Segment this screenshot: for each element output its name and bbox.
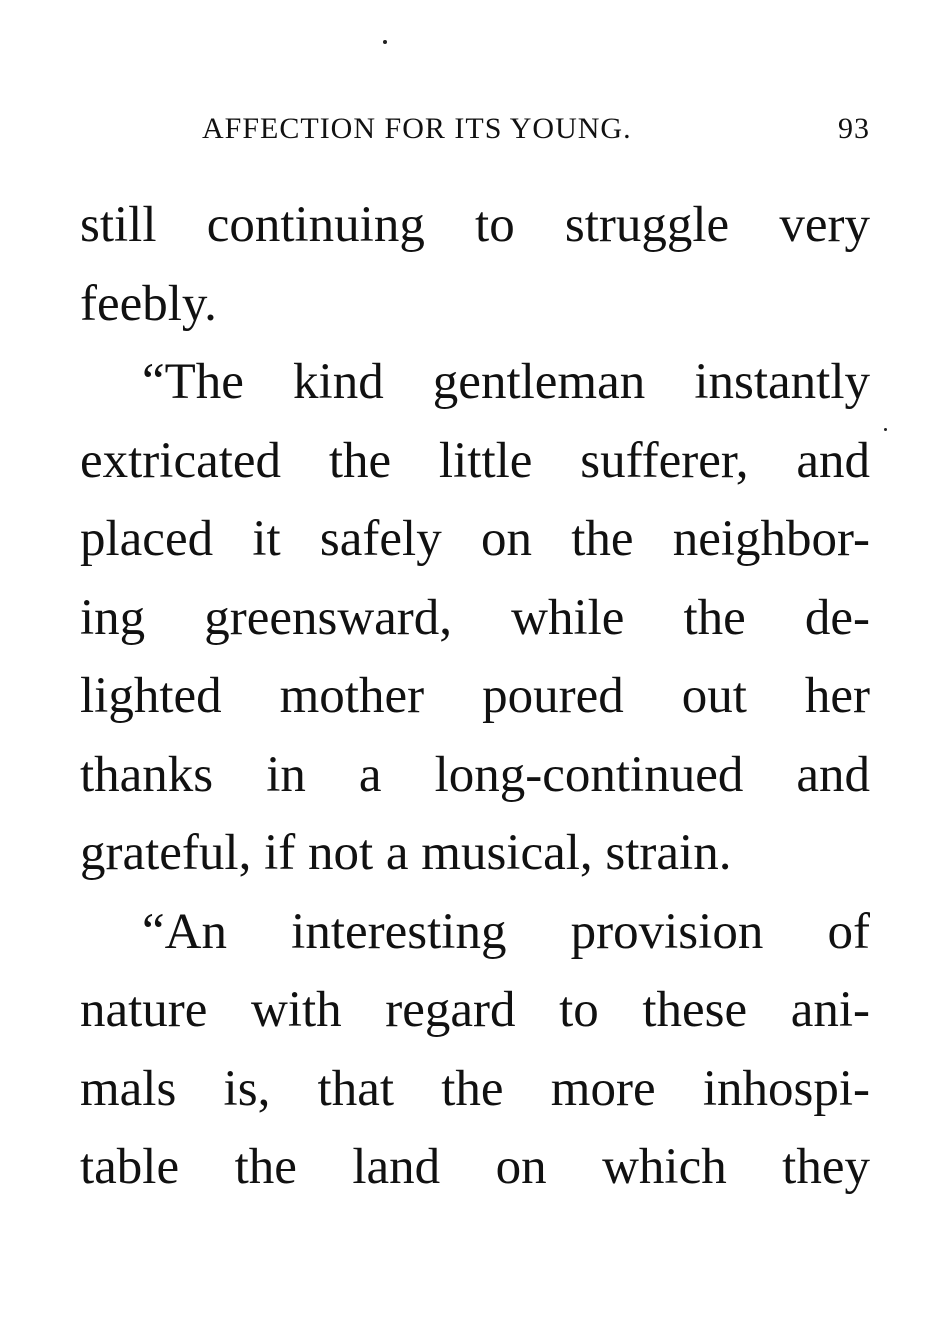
text-line: still continuing to struggle very <box>80 197 870 253</box>
page-number: 93 <box>838 112 870 145</box>
text-line: lighted mother poured out her <box>80 668 870 724</box>
running-title: AFFECTION FOR ITS YOUNG. <box>202 112 632 145</box>
text-line: mals is, that the more inhospi- <box>80 1060 870 1117</box>
text-line: ing greensward, while the de- <box>80 589 870 646</box>
print-speck <box>884 428 887 431</box>
text-line: “The kind gentleman instantly <box>142 354 870 410</box>
body-text <box>80 186 870 1207</box>
text-line: placed it safely on the neighbor- <box>80 511 870 567</box>
text-line: feebly. <box>80 275 217 332</box>
print-speck <box>383 40 387 44</box>
running-header <box>202 112 870 152</box>
text-line: thanks in a long-continued and <box>80 746 870 803</box>
text-line: extricated the little sufferer, and <box>80 432 870 489</box>
text-line: grateful, if not a musical, strain. <box>80 825 732 881</box>
text-line: table the land on which they <box>80 1139 870 1195</box>
text-line: “An interesting provision of <box>142 903 870 960</box>
text-line: nature with regard to these ani- <box>80 982 870 1038</box>
